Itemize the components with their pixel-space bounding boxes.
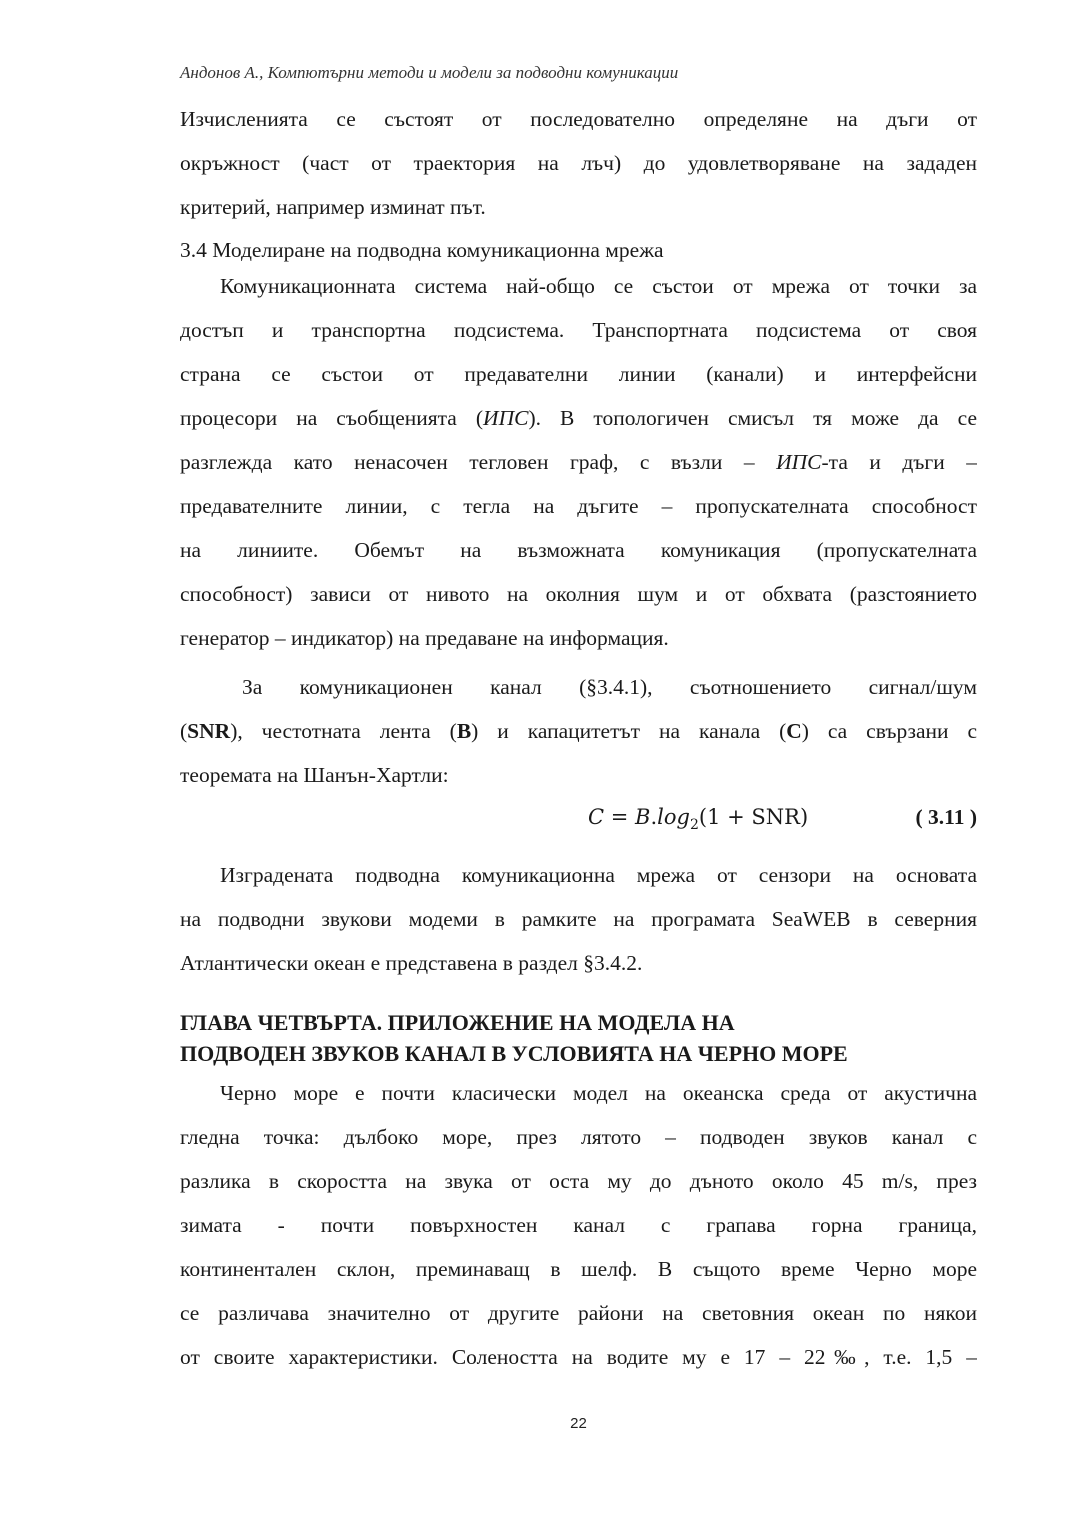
text-line: Изградената подводна комуникационна мрежа от сензори на основата	[220, 863, 977, 887]
term-b: B	[456, 719, 472, 743]
text-line: генератор – индикатор) на предаване на информация.	[180, 626, 669, 650]
text-line	[180, 440, 977, 484]
text-segment: ), честотната лента (	[230, 719, 457, 743]
text-line: на линиите. Обемът на възможната комуникация (пропускателната	[180, 538, 977, 562]
text-line: зимата - почти повърхностен канал с грапава горна граница,	[180, 1213, 977, 1237]
term-snr: SNR	[187, 719, 231, 743]
formula-symbol: log	[657, 805, 690, 829]
text-line	[180, 709, 977, 753]
formula-symbol: B	[635, 805, 651, 829]
abbreviation-ips: ИПС	[776, 450, 822, 474]
chapter-heading	[180, 1007, 848, 1069]
text-line	[180, 396, 977, 440]
text-line: на подводни звукови модеми в рамките на програмата SeaWEB в северния	[180, 907, 977, 931]
term-c: C	[786, 719, 802, 743]
text-line: критерий, например изминат път.	[180, 195, 486, 219]
text-line: от своите характеристики. Солеността на водите му е 17 – 22‰, т.е. 1,5 –	[180, 1345, 977, 1369]
paragraph-shannon-hartley	[180, 665, 977, 797]
text-line: способност) зависи от нивото на околния шум и от обхвата (разстоянието	[180, 582, 977, 606]
text-line: достъп и транспортна подсистема. Транспортната подсистема от своя	[180, 318, 977, 342]
formula-symbol: =	[604, 805, 636, 829]
paragraph-black-sea	[180, 1071, 977, 1379]
section-heading: 3.4 Моделиране на подводна комуникационна мрежа	[180, 238, 664, 262]
formula-symbol: .	[650, 805, 658, 829]
text-line: теоремата на Шанън-Хартли:	[180, 763, 449, 787]
text-line: гледна точка: дълбоко море, през лятото – подводен звуков канал с	[180, 1125, 977, 1149]
page-number: 22	[570, 1415, 587, 1432]
text-segment: ). В топологичен смисъл тя може да се	[528, 406, 977, 430]
chapter-heading-line: ПОДВОДЕН ЗВУКОВ КАНАЛ В УСЛОВИЯТА НА ЧЕРНО МОРЕ	[180, 1041, 848, 1066]
paragraph-communication-system	[180, 264, 977, 660]
equation-number: ( 3.11 )	[915, 805, 977, 829]
text-line: За комуникационен канал (§3.4.1), съотношението сигнал/шум	[242, 675, 977, 699]
running-header: Андонов А., Компютърни методи и модели за подводни комуникации	[180, 63, 679, 82]
text-line: континентален склон, преминаващ в шелф. В същото време Черно море	[180, 1257, 977, 1281]
text-line: се различава значително от другите райони на световния океан по някои	[180, 1301, 977, 1325]
text-line: страна се състои от предавателни линии (канали) и интерфейсни	[180, 362, 977, 386]
paragraph-computations	[180, 97, 977, 229]
formula-symbol: C	[588, 805, 605, 829]
equation-row	[180, 805, 977, 845]
text-segment: (	[180, 719, 188, 743]
text-segment: -та и дъги –	[821, 450, 977, 474]
chapter-heading-line: ГЛАВА ЧЕТВЪРТА. ПРИЛОЖЕНИЕ НА МОДЕЛА НА	[180, 1010, 735, 1035]
text-line: Комуникационната система най-общо се състои от мрежа от точки за	[220, 274, 977, 298]
formula-symbol: (1 + SNR)	[698, 805, 809, 829]
text-line: разлика в скоростта на звука от оста му до дъното около 45 m/s, през	[180, 1169, 977, 1193]
paragraph-seaweb	[180, 853, 977, 985]
text-line: окръжност (част от траектория на лъч) до удовлетворяване на зададен	[180, 151, 977, 175]
text-segment: процесори на съобщенията (	[180, 406, 484, 430]
formula-subscript: 2	[689, 817, 699, 834]
shannon-hartley-formula	[588, 805, 808, 833]
text-line: Атлантически океан е представена в раздел §3.4.2.	[180, 951, 643, 975]
text-line: Изчисленията се състоят от последователно определяне на дъги от	[180, 107, 977, 131]
abbreviation-ips: ИПС	[483, 406, 529, 430]
text-line: Черно море е почти класически модел на океанска среда от акустична	[220, 1081, 977, 1105]
text-segment: ) и капацитетът на канала (	[471, 719, 787, 743]
text-segment: ) са свързани с	[801, 719, 977, 743]
text-segment: разглежда като ненасочен тегловен граф, с възли –	[180, 450, 777, 474]
text-line: предавателните линии, с тегла на дъгите – пропускателната способност	[180, 494, 977, 518]
